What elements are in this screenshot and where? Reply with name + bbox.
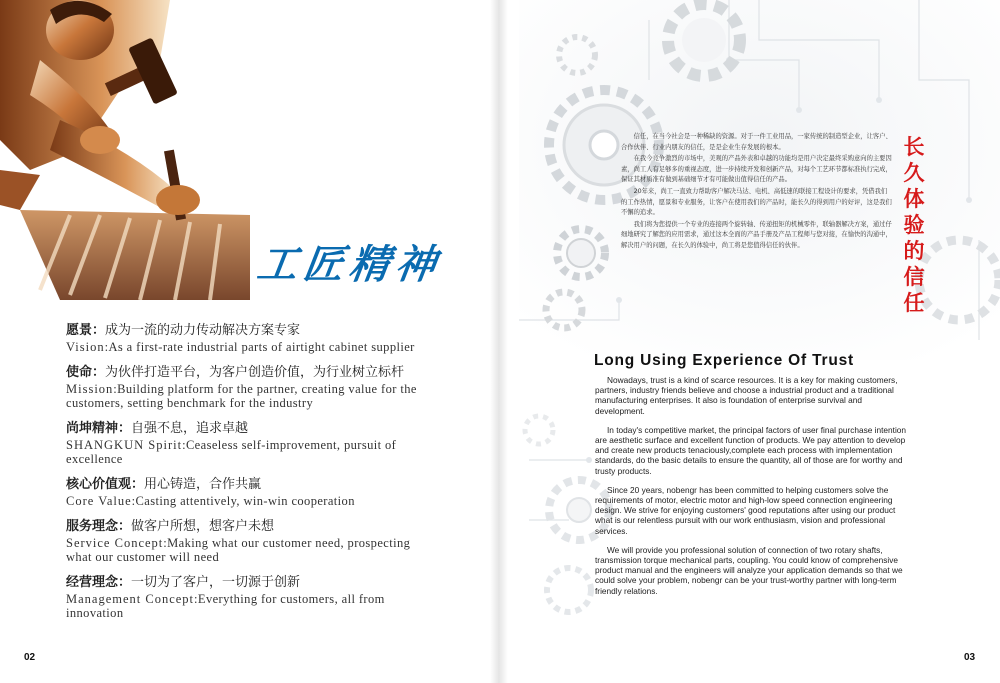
title-char: 任 (903, 291, 925, 315)
value-en-line: Vision:As a first-rate industrial parts of airtight cabinet supplier (66, 340, 415, 354)
cn-paragraph: 20年来，尚工一直致力帮助客户解决马达、电机、高低速的联接工程设计的要求，凭借我们的工作热情，愿景和专业服务，让客户在使用我们的产品时，能长久的得到用户的好评，这是我们不懈的追求。 (621, 187, 892, 217)
en-paragraph: In today's competitive market, the principal factors of user final purchase intention are aesthetic surface and excellent function of products. We pay attention to develop and create new products tenaciously,complete each process with implementation standards, do the basic details to ensure the quantity, all of those are for worthy and trusty products. (595, 424, 907, 476)
value-en-line: Management Concept:Everything for customers, all from innovation (66, 592, 385, 620)
value-en-label: Service Concept (66, 536, 164, 550)
cn-paragraph: 信任，在当今社会是一种稀缺的资源。对于一件工业用品，一家传统的制造型企业，让客户、合作伙伴、行业内朋友的信任，是是企业生存发展的根本。 (621, 133, 892, 151)
title-char: 的 (903, 239, 925, 263)
en-paragraph: Nowadays, trust is a kind of scarce resources. It is a key for making customers, partners, industry friends believe and choose a industrial product and a traditional manufacturing enterprises. It also is foundation of enterprise survival and development. (595, 375, 898, 416)
values-list (66, 322, 438, 630)
value-en-label: Management Concept (66, 592, 195, 606)
value-en-text: Everything for customers, all from innovation (66, 592, 385, 620)
english-title: Long Using Experience Of Trust (594, 352, 854, 369)
value-cn-text: 成为一流的动力传动解决方案专家 (105, 323, 301, 338)
title-char: 体 (903, 187, 925, 211)
value-cn-label: 经营理念 (66, 575, 119, 590)
value-cn-label: 使命 (66, 365, 93, 380)
title-char: 信 (903, 265, 925, 289)
value-en-text: Casting attentively, win-win cooperation (135, 494, 355, 508)
value-en-label: Mission (66, 382, 114, 396)
value-cn-label: 愿景 (66, 323, 93, 338)
value-cn-text: 自强不息，追求卓越 (131, 421, 249, 436)
title-char: 久 (903, 161, 925, 185)
value-core (66, 476, 438, 508)
page-number-right: 03 (964, 652, 976, 663)
value-cn-text: 为伙伴打造平台，为客户创造价值，为行业树立标杆 (105, 365, 405, 380)
craftsman-illustration (0, 0, 250, 300)
value-management (66, 574, 438, 620)
en-paragraph: We will provide you professional solution of connection of two rotary shafts, transmission torque mechanical parts, coupling. You could know of comprehensive product manual and the engineers will analyze your application demands so that we could solve your problem, nobengr can be your trust-worthy partner with long-term friendly relations. (595, 544, 903, 596)
value-en-line: Core Value:Casting attentively, win-win cooperation (66, 494, 355, 508)
value-cn-label: 核心价值观 (66, 477, 132, 492)
value-cn-line: 使命：为伙伴打造平台，为客户创造价值，为行业树立标杆 (66, 365, 405, 380)
value-cn-text: 做客户所想，想客户未想 (131, 519, 275, 534)
value-cn-line: 服务理念：做客户所想，想客户未想 (66, 519, 275, 534)
value-spirit (66, 420, 438, 466)
chinese-body-text (621, 132, 893, 253)
value-cn-text: 一切为了客户，一切源于创新 (131, 575, 301, 590)
value-en-label: Core Value (66, 494, 132, 508)
cn-paragraph: 我们将为您提供一个专业的连接两个旋转轴、传递扭矩的机械零件，联轴器解决方案，通过仔细地研究了解您的应用需求，通过这本全面的产品手册及产品工程师与您对接，在愉快的沟通中，解决用户的问题，在长久的体验中，尚工将是您值得信任的伙伴。 (621, 220, 892, 249)
value-en-line: SHANGKUN Spirit:Ceaseless self-improvement, pursuit of excellence (66, 438, 397, 466)
value-en-line: Mission:Building platform for the partner, creating value for the customers, setting benchmark for the industry (66, 382, 417, 410)
value-en-text: Making what our customer need, prospecting what our customer will need (66, 536, 411, 564)
en-paragraph: Since 20 years, nobengr has been committed to helping customers solve the requirements of motor, electric motor and high-low speed connection engineering design. We strive for enjoying customers' good reputations after using our product what is our relentless pursuit with our work enthusiasm, vision and professional services. (595, 484, 896, 536)
title-char: 长 (903, 135, 925, 159)
title-char: 验 (903, 213, 925, 237)
page-number-left: 02 (24, 652, 36, 663)
value-cn-text: 用心铸造，合作共赢 (144, 477, 262, 492)
value-en-text: Ceaseless self-improvement, pursuit of excellence (66, 438, 397, 466)
value-cn-line: 经营理念：一切为了客户，一切源于创新 (66, 575, 301, 590)
value-en-text: As a first-rate industrial parts of airtight cabinet supplier (108, 340, 415, 354)
page-gutter (490, 0, 508, 683)
value-cn-line: 核心价值观：用心铸造，合作共赢 (66, 477, 262, 492)
value-cn-line: 愿景：成为一流的动力传动解决方案专家 (66, 323, 301, 338)
vertical-title (901, 134, 927, 316)
english-body-text (595, 375, 907, 605)
value-en-label: Vision (66, 340, 105, 354)
cn-paragraph: 在我今竞争激烈的市场中，美观的产品外表和卓越的功能均是用户决定最终采购意向的主要因素，尚工人有足够多的重视态度，进一步持续开发和创新产品，对每个工艺环节都标准执行完成，保证其材质准有做到基础细节才有可能做出值得信任的产品。 (621, 155, 892, 184)
value-en-label: SHANGKUN Spirit (66, 438, 183, 452)
value-cn-line: 尚坤精神：自强不息，追求卓越 (66, 421, 249, 436)
value-cn-label: 尚坤精神 (66, 421, 119, 436)
value-cn-label: 服务理念 (66, 519, 119, 534)
right-page (499, 0, 1000, 683)
value-vision (66, 322, 438, 354)
value-en-text: Building platform for the partner, creating value for the customers, setting benchmark for the industry (66, 382, 417, 410)
page-title-calligraphy: 工匠精神 (254, 241, 445, 288)
value-en-line: Service Concept:Making what our customer need, prospecting what our customer will need (66, 536, 411, 564)
value-service (66, 518, 438, 564)
value-mission (66, 364, 438, 410)
left-page (0, 0, 497, 683)
